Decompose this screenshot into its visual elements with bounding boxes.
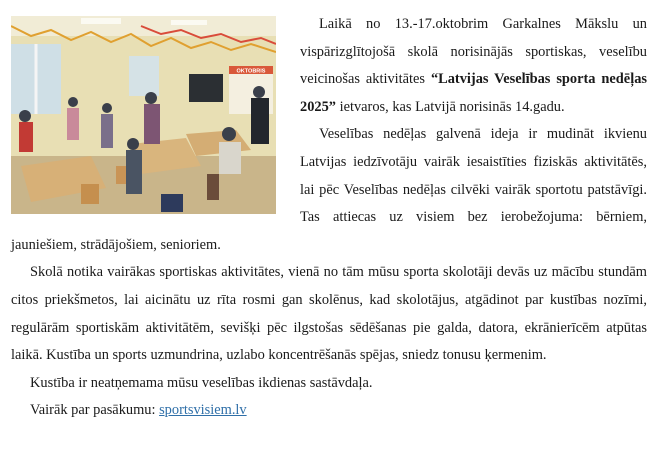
idea-paragraph: Veselības nedēļas galvenā ideja ir mudināt ikvienu Latvijas iedzīvotāju vairāk iesaistīties fiziskās aktivitātēs, lai pēc Veselības nedēļas cilvēki vairāk sportotu patstāvīgi. Tas attiecas uz visiem bez ierobežojuma: bērniem, jauniešiem, strādājošiem, senioriem. [11,126,647,253]
sportsvisiem-link[interactable]: sportsvisiem.lv [159,402,247,419]
intro-text-end: ietvaros, kas Latvijā norisinās 14.gadu. [335,98,565,115]
event-name: “Latvijas Veselības sporta nedēļas 2025” [300,71,647,115]
poster-label: OKTOBRIS [236,68,266,75]
more-info-paragraph [11,397,647,425]
classroom-photo [11,16,276,214]
more-info-label: Vairāk par pasākumu: [30,402,160,419]
intro-text: Laikā no 13.-17.oktobrim Garkalnes Mākslu un vispārizglītojošā skolā norisinājās sportiskas, veselību veicinošas aktivitātes [300,16,647,88]
activities-paragraph: Skolā notika vairākas sportiskas aktivitātes, vienā no tām mūsu sporta skolotāji devās uz mācību stundām citos priekšmetos, lai aicinātu uz rīta rosmi gan skolēnus, kad skolotājus, atgādinot par kustības nozīmi, regulārām sportiskām aktivitātēm, sevišķi pēc ilgstošas sēdēšanas pie galda, datora, ekrānierīcēm atpūtas laikā. Kustība un sports uzmundrina, uzlabo koncentrēšanās spējas, sniedz tonusu ķermenim. [11,264,647,364]
article-body [11,11,647,425]
conclusion-paragraph: Kustība ir neatņemama mūsu veselības ikdienas sastāvdaļa. [30,374,373,391]
